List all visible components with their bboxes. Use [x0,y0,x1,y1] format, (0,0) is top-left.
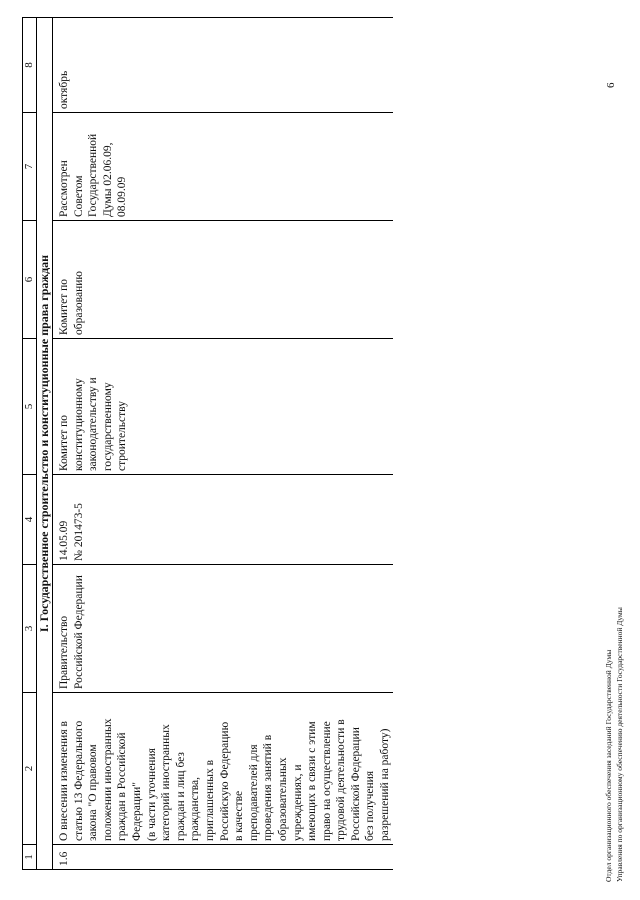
column-number: 6 [23,221,37,339]
co-committee: Комитет по образованию [53,221,393,339]
column-number: 1 [23,845,37,870]
page-number: 6 [605,82,617,88]
column-number: 7 [23,113,37,221]
bill-title: О внесении изменения в статью 13 Федерального закона "О правовом положении иностранных граждан в Российской Федерации" (в части уточнения категорий иностранных граждан и лиц без гражданства, приглашенных в Российскую Федерацию в качестве преподавателей для проведения занятий в образовательных учреждениях, и имеющих в связи с этим право на осуществление трудовой деятельности в Российской Федерации без получения разрешений на работу) [53,693,393,845]
column-number: 4 [23,475,37,565]
column-number: 2 [23,693,37,845]
column-number: 3 [23,565,37,693]
row-number: 1.6 [53,845,393,870]
bill-date-number: 14.05.09 № 201473-5 [53,475,393,565]
responsible-committee: Комитет по конституционному законодательству и государственному строительству [53,339,393,475]
footer-line: Отдел организационного обеспечения заседаний Государственной Думы [604,649,613,882]
column-number-row [23,18,37,870]
page-footer [604,607,625,882]
column-number: 8 [23,18,37,113]
schedule-month: октябрь [53,18,393,113]
column-number: 5 [23,339,37,475]
table-row [53,18,393,870]
bill-status: Рассмотрен Советом Государственной Думы 02.06.09, 08.09.09 [53,113,393,221]
bill-initiator: Правительство Российской Федерации [53,565,393,693]
footer-line: Управления по организационному обеспечению деятельности Государственной Думы [614,607,624,882]
bill-schedule-table [22,17,393,870]
section-title: I. Государственное строительство и конституционные права граждан [37,18,53,870]
section-header-row [37,18,53,870]
